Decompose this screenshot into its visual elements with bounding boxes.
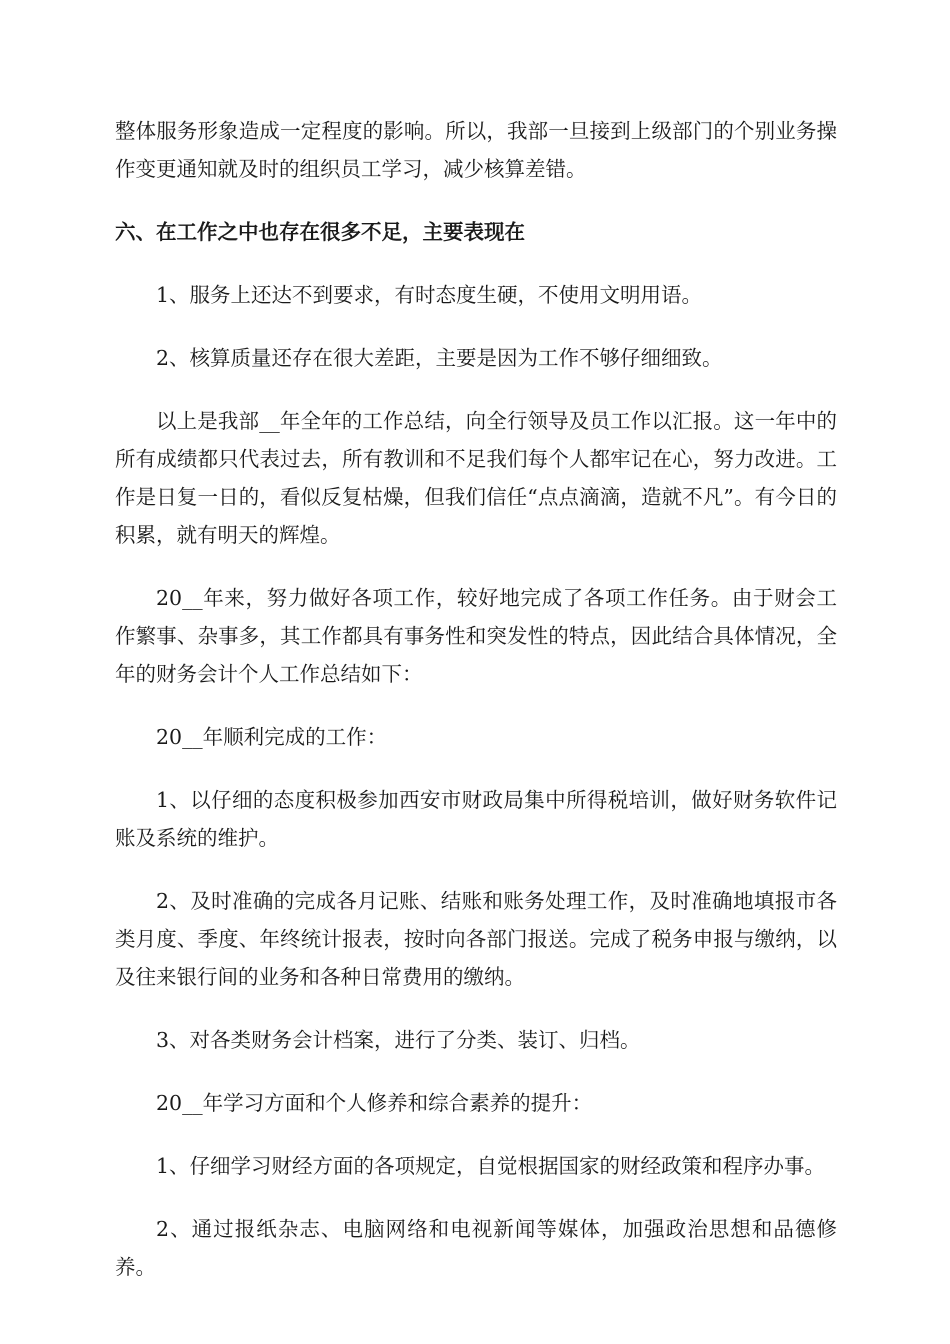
paragraph-9: 2、及时准确的完成各月记账、结账和账务处理工作，及时准确地填报市各类月度、季度、年终统计报表，按时向各部门报送。完成了税务申报与缴纳，以及往来银行间的业务和各种日常费用的缴纳。 [115,889,837,989]
paragraph-8: 1、以仔细的态度积极参加西安市财政局集中所得税培训，做好财务软件记账及系统的维护。 [115,788,837,850]
paragraph-11: 20__年学习方面和个人修养和综合素养的提升： [156,1091,593,1115]
paragraph-13: 2、通过报纸杂志、电脑网络和电视新闻等媒体，加强政治思想和品德修养。 [115,1217,837,1279]
paragraph-1: 整体服务形象造成一定程度的影响。所以，我部一旦接到上级部门的个别业务操作变更通知就及时的组织员工学习，减少核算差错。 [115,119,837,181]
document-body [115,112,837,1311]
paragraph-3: 1、服务上还达不到要求，有时态度生硬，不使用文明用语。 [156,283,703,307]
paragraph-10: 3、对各类财务会计档案，进行了分类、装订、归档。 [156,1028,641,1052]
paragraph-7: 20__年顺利完成的工作： [156,725,388,749]
section-heading: 六、在工作之中也存在很多不足，主要表现在 [115,220,525,244]
paragraph-4: 2、核算质量还存在很大差距，主要是因为工作不够仔细细致。 [156,346,723,370]
paragraph-5: 以上是我部__年全年的工作总结，向全行领导及员工作以汇报。这一年中的所有成绩都只代表过去，所有教训和不足我们每个人都牢记在心，努力改进。工作是日复一日的，看似反复枯燥，但我们信任“点点滴滴，造就不凡”。有今日的积累，就有明天的辉煌。 [115,409,837,547]
paragraph-12: 1、仔细学习财经方面的各项规定，自觉根据国家的财经政策和程序办事。 [156,1154,826,1178]
paragraph-6: 20__年来，努力做好各项工作，较好地完成了各项工作任务。由于财会工作繁事、杂事多，其工作都具有事务性和突发性的特点，因此结合具体情况，全年的财务会计个人工作总结如下： [115,586,837,686]
